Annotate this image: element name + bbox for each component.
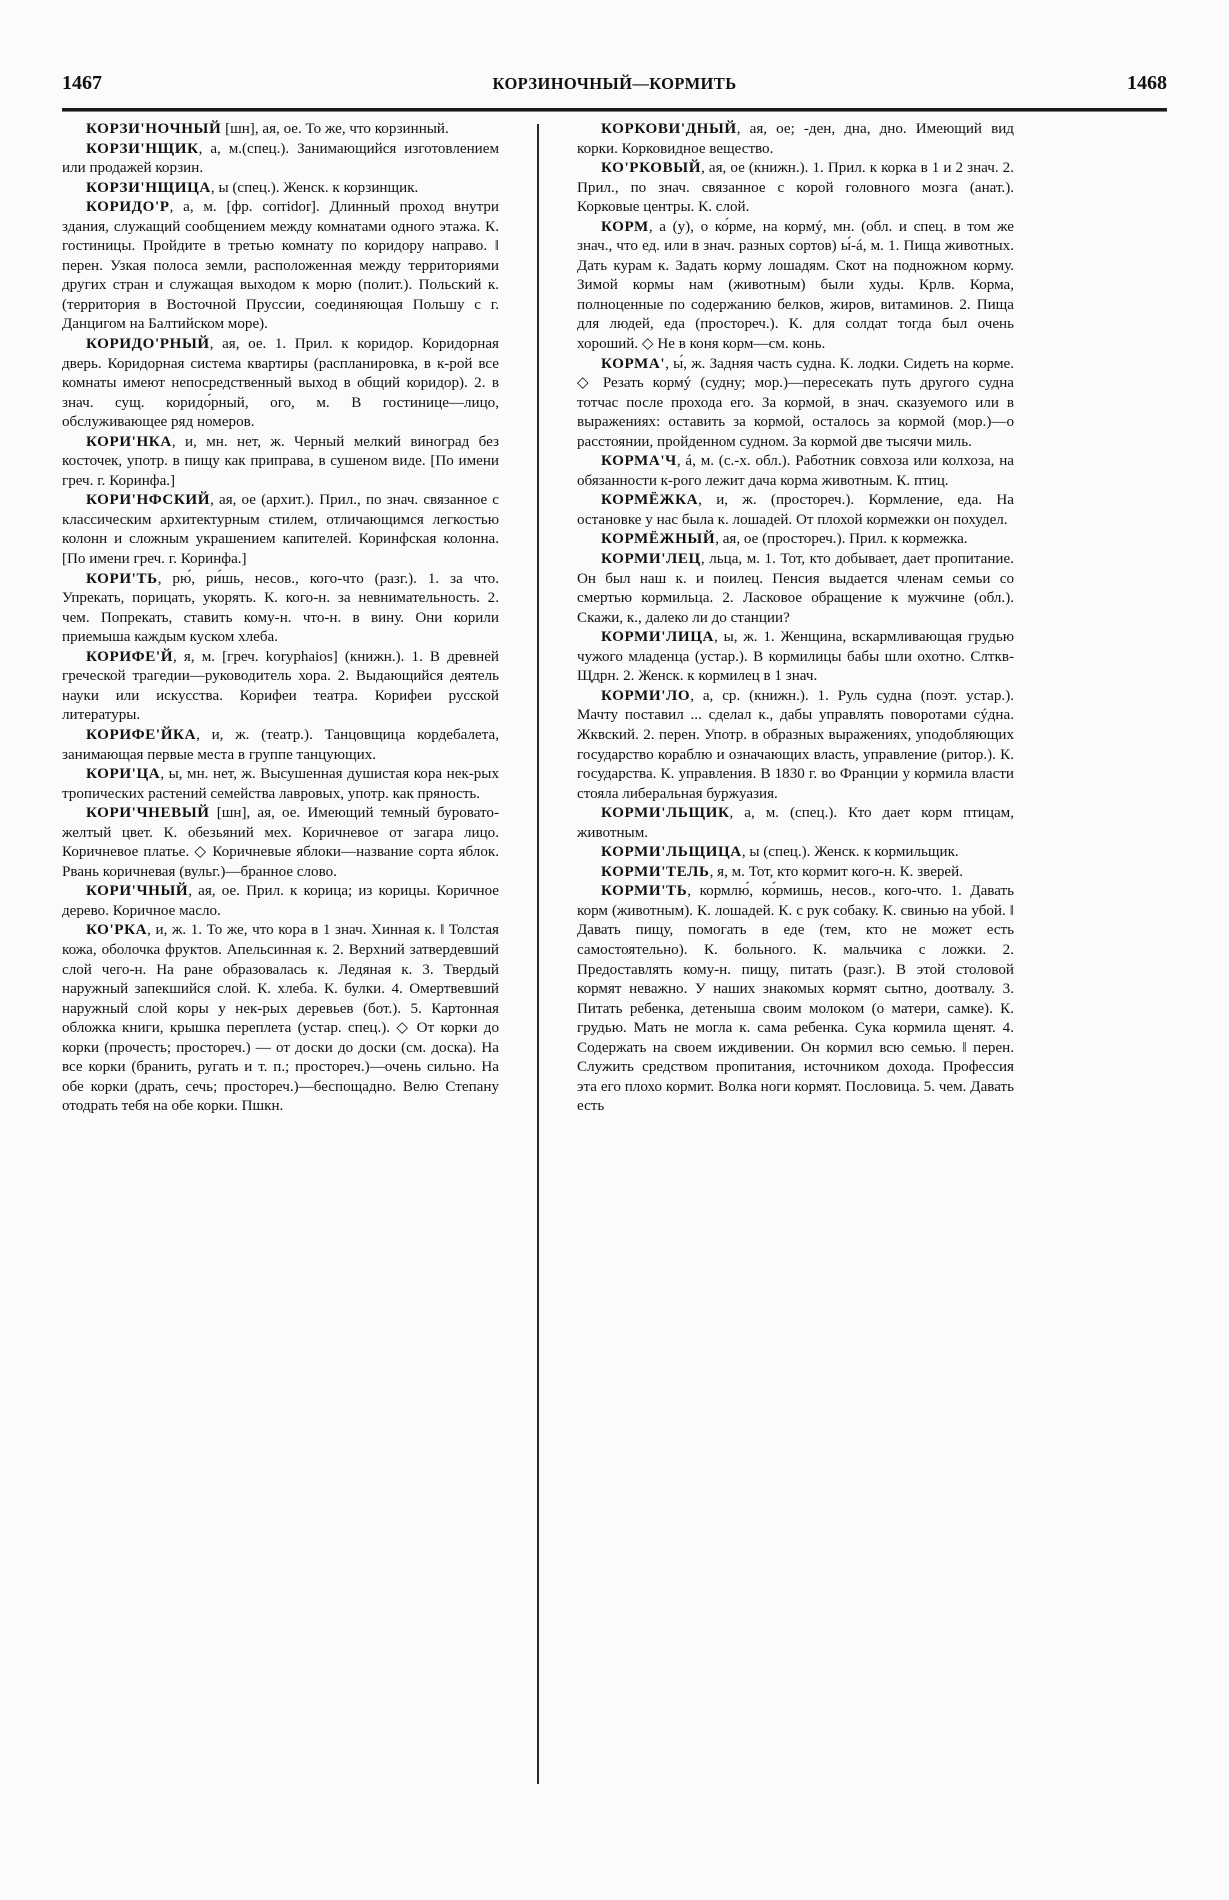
dictionary-entry xyxy=(577,218,1014,355)
dictionary-entry xyxy=(62,335,499,433)
dictionary-entry xyxy=(577,843,1014,863)
entry-definition: , рю́, ри́шь, несов., кого-что (разг.). 1. за что. Упрекать, порицать, укорять. К. кого-н. за невнимательность. 2. чем. Попрекать, ставить кому-н. что-н. в вину. Они корили приемыша каждым куском хлеба. xyxy=(62,570,499,646)
entry-headword[interactable]: КОРМИ'ЛИЦА xyxy=(601,629,715,646)
dictionary-entry xyxy=(577,355,1014,453)
entry-definition: , и, ж. (простореч.). Кормление, еда. На остановке у нас была к. лошадей. От плохой кормежки он похудел. xyxy=(577,492,1014,528)
entry-definition: , ы (спец.). Женск. к кормильщик. xyxy=(741,844,959,861)
dictionary-entry xyxy=(577,550,1014,628)
entry-definition: , кормлю́, ко́рмишь, несов., кого-что. 1. Давать корм (животным). К. лошадей. К. с рук собаку. К. свинью на убой. ‖ Давать пищу, помогать в еде (тем, кто не может есть самостоятельно). К. больного. К. мальчика с ложки. 2. Предоставлять кому-н. пищу, питать (разг.). В этой столовой кормят неважно. У наших знакомых кормят сытно, доотвалу. 3. Питать ребенка, детеныша своим молоком (о матери, самке). К. грудью. Мать не могла к. сама ребенка. Сука кормила щенят. 4. Содержать на своем иждивении. Он кормил всю семью. ‖ перен. Служить средством пропитания, источником дохода. Профессия эта его плохо кормит. Волка ноги кормят. Пословица. 5. чем. Давать есть xyxy=(577,883,1014,1115)
entry-definition: , ая, ое (простореч.). Прил. к кормежка. xyxy=(715,531,968,548)
entry-definition: , я, м. Тот, кто кормит кого-н. К. зверей. xyxy=(709,863,963,880)
dictionary-entry xyxy=(577,530,1014,550)
entry-headword[interactable]: КОРИФЕ'Й xyxy=(86,648,174,665)
dictionary-entry xyxy=(62,765,499,804)
dictionary-entry xyxy=(577,687,1014,804)
dictionary-entry xyxy=(62,179,499,199)
entry-headword[interactable]: КОРМА'Ч xyxy=(601,453,677,470)
entry-headword[interactable]: КОРИ'НКА xyxy=(86,433,172,450)
entry-headword[interactable]: КОРИДО'РНЫЙ xyxy=(86,336,210,353)
running-title: КОРЗИНОЧНЫЙ—КОРМИТЬ xyxy=(492,74,737,93)
dictionary-entry xyxy=(62,491,499,569)
entry-definition: , ы, мн. нет, ж. Высушенная душистая кора нек-рых тропических растений семейства лавровых, употр. как пряность. xyxy=(62,766,499,802)
entry-definition: , и, мн. нет, ж. Черный мелкий виноград без косточек, употр. в пищу как приправа, в сушеном виде. [По имени греч. г. Коринфа.] xyxy=(62,433,499,489)
entry-headword[interactable]: КОРМИ'ТЕЛЬ xyxy=(601,863,710,880)
entry-headword[interactable]: КОРМА' xyxy=(601,355,666,372)
entry-definition: , а (у), о ко́рме, на кормý, мн. (обл. и спец. в том же знач., что ед. или в знач. разных сортов) ы́-á, м. 1. Пища животных. Дать курам к. Задать корму лошадям. Скот на подножном корму. Зимой кормы нам (животным) были худы. Крлв. Корма, полноценные по содержанию белков, жиров, витаминов. 2. Пища для людей, еда (простореч.). К. для солдат тогда был очень хороший. ◇ Не в коня корм—см. конь. xyxy=(577,218,1014,353)
entry-headword[interactable]: КОРИ'ТЬ xyxy=(86,570,158,587)
dictionary-entry xyxy=(62,120,499,140)
entry-headword[interactable]: КОРЗИ'НЩИЦА xyxy=(86,179,211,196)
entry-headword[interactable]: КО'РКА xyxy=(86,922,148,939)
entry-definition: , а, ср. (книжн.). 1. Руль судна (поэт. устар.). Мачту поставил ... сделал к., дабы управлять поворотами сýдна. Жквский. 2. перен. Употр. в образных выражениях, уподобляющих государство кораблю и означающих власть, управление (ритор.). К. государства. К. управления. В 1830 г. во Франции у кормила власти стояла либеральная буржуазия. xyxy=(577,687,1014,802)
dictionary-entry xyxy=(62,804,499,882)
page-columns xyxy=(62,120,1167,1840)
dictionary-entry xyxy=(577,628,1014,687)
entry-definition: [шн], ая, ое. То же, что корзинный. xyxy=(221,121,449,137)
entry-headword[interactable]: КО'РКОВЫЙ xyxy=(601,160,702,177)
dictionary-entry xyxy=(62,140,499,179)
column-right xyxy=(563,120,1014,1840)
entry-definition: , льца, м. 1. Тот, кто добывает, дает пропитание. Он был наш к. и поилец. Пенсия выдается членам семьи со смертью кормильца. 2. Ласковое обращение к мужчине (обл.). Скажи, к., далеко ли до станции? xyxy=(577,551,1014,626)
entry-definition: [шн], ая, ое. Имеющий темный буровато-желтый цвет. К. обезьяний мех. Коричневое от загара лицо. Коричневое платье. ◇ Коричневые яблоки—название сорта яблок. Рвань коричневая (вульг.)—бранное слово. xyxy=(62,805,499,880)
entry-definition: , ы (спец.). Женск. к корзинщик. xyxy=(210,179,419,196)
dictionary-entry xyxy=(62,648,499,726)
dictionary-entry xyxy=(577,159,1014,218)
entry-definition: , и, ж. (театр.). Танцовщица кордебалета, занимающая первые места в группе танцующих. xyxy=(62,726,499,763)
entry-headword[interactable]: КОРИ'ЧНЫЙ xyxy=(86,883,189,900)
entry-definition: , ая, ое (архит.). Прил., по знач. связанное с классическим архитектурным стилем, отличающимся легкостью колонн и сложным украшением капителей. Коринфская колонна. [По имени греч. г. Коринфа.] xyxy=(62,492,499,568)
entry-headword[interactable]: КОРМИ'ЛЬЩИЦА xyxy=(601,844,742,861)
entry-definition: , ы, ж. 1. Женщина, вскармливающая грудью чужого младенца (устар.). В кормилицы бабы шли охотно. Слткв-Щдрн. 2. Женск. к кормилец в 1 знач. xyxy=(577,629,1014,685)
dictionary-entry xyxy=(577,491,1014,530)
entry-definition: , а, м. (спец.). Кто дает корм птицам, животным. xyxy=(577,805,1014,841)
entry-definition: , и, ж. 1. То же, что кора в 1 знач. Хинная к. ‖ Толстая кожа, оболочка фруктов. Апельсинная к. 2. Верхний затвердевший слой чего-н. На ране образовалась к. Ледяная к. 3. Твердый наружный запекшийся слой. К. хлеба. К. булки. 4. Омертвевший наружный слой коры у нек-рых деревьев (бот.). 5. Картонная обложка книги, крышка переплета (устар. спец.). ◇ От корки до корки (прочесть; простореч.) — от доски до доски (см. доска). На все корки (бранить, ругать и т. п.; простореч.)—очень сильно. На обе корки (драть, сечь; простореч.)—беспощадно. Велю Степану отодрать тебя на обе корки. Пшкн. xyxy=(62,922,499,1115)
dictionary-entry xyxy=(62,198,499,335)
folio-left: 1467 xyxy=(62,72,102,94)
column-divider xyxy=(537,124,539,1784)
entry-headword[interactable]: КОРИ'НФСКИЙ xyxy=(86,492,211,509)
entry-definition: , а, м.(спец.). Занимающийся изготовлением или продажей корзин. xyxy=(62,140,499,177)
entry-headword[interactable]: КОРМИ'ЛО xyxy=(601,687,691,704)
running-head xyxy=(62,72,1167,106)
entry-headword[interactable]: КОРМЁЖНЫЙ xyxy=(601,531,716,548)
entry-definition: , я, м. [греч. koryphaios] (книжн.). 1. В древней греческой трагедии—руководитель хора. 2. Выдающийся деятель науки или искусства. Корифеи театра. Корифеи русской литературы. xyxy=(62,648,499,724)
dictionary-entry xyxy=(577,804,1014,843)
dictionary-entry xyxy=(577,120,1014,159)
dictionary-entry xyxy=(577,863,1014,883)
entry-headword[interactable]: КОРИ'ЦА xyxy=(86,766,161,783)
column-left xyxy=(62,120,513,1840)
entry-headword[interactable]: КОРЗИ'НОЧНЫЙ xyxy=(86,121,222,137)
entry-headword[interactable]: КОРМ xyxy=(601,218,649,235)
entry-headword[interactable]: КОРИ'ЧНЕВЫЙ xyxy=(86,805,210,822)
entry-definition: , ая, ое (книжн.). 1. Прил. к корка в 1 и 2 знач. 2. Прил., по знач. связанное с корой головного мозга (анат.). Корковые центры. К. слой. xyxy=(577,160,1014,216)
dictionary-entry xyxy=(62,433,499,492)
header-rule xyxy=(62,108,1167,111)
folio-right: 1468 xyxy=(1127,72,1167,94)
dictionary-entry xyxy=(577,882,1014,1117)
entry-headword[interactable]: КОРИДО'Р xyxy=(86,199,170,216)
dictionary-entry xyxy=(577,452,1014,491)
entry-definition: , ая, ое. Прил. к корица; из корицы. Коричное дерево. Коричное масло. xyxy=(62,883,499,919)
entry-headword[interactable]: КОРМИ'ЛЕЦ xyxy=(601,551,701,568)
entry-definition: , ая, ое; -ден, дна, дно. Имеющий вид корки. Корковидное вещество. xyxy=(577,121,1014,157)
entry-headword[interactable]: КОРЗИ'НЩИК xyxy=(86,140,199,157)
dictionary-entry xyxy=(62,726,499,765)
entry-definition: , ы́, ж. Задняя часть судна. К. лодки. Сидеть на корме. ◇ Резать кормý (судну; мор.)—пересекать путь другого судна тотчас после прохода его. За кормой, в знач. сказуемого или в выражениях: оставить за кормой, осталось за кормой (мор.)—о расстоянии, пройденном судном. За кормой две тысячи миль. xyxy=(577,355,1014,450)
entry-headword[interactable]: КОРМИ'ЛЬЩИК xyxy=(601,805,730,822)
entry-headword[interactable]: КОРМЁЖКА xyxy=(601,492,699,509)
dictionary-entry xyxy=(62,882,499,921)
entry-definition: , ая, ое. 1. Прил. к коридор. Коридорная дверь. Коридорная система квартиры (распланировка, в к-рой все комнаты имеют непосредственный выход в общий коридор). 2. в знач. сущ. коридо́рный, ого, м. В гостинице—лицо, обслуживающее ряд номеров. xyxy=(62,336,499,431)
entry-headword[interactable]: КОРИФЕ'ЙКА xyxy=(86,726,197,743)
entry-headword[interactable]: КОРКОВИ'ДНЫЙ xyxy=(601,121,737,137)
dictionary-entry xyxy=(62,921,499,1116)
entry-definition: , á, м. (с.-х. обл.). Работник совхоза или колхоза, на обязанности к-рого лежит дача корма животным. К. птиц. xyxy=(577,453,1014,489)
dictionary-entry xyxy=(62,570,499,648)
entry-definition: , а, м. [фр. corridor]. Длинный проход внутри здания, служащий сообщением между комнатами одного этажа. К. гостиницы. Пройдите в третью комнату по коридору направо. ‖ перен. Узкая полоса земли, расположенная между территориями других стран и служащая выходом к морю (полит.). Польский к. (территория в Восточной Пруссии, соединяющая Польшу с г. Данцигом на Балтийском море). xyxy=(62,199,499,333)
entry-headword[interactable]: КОРМИ'ТЬ xyxy=(601,883,688,900)
